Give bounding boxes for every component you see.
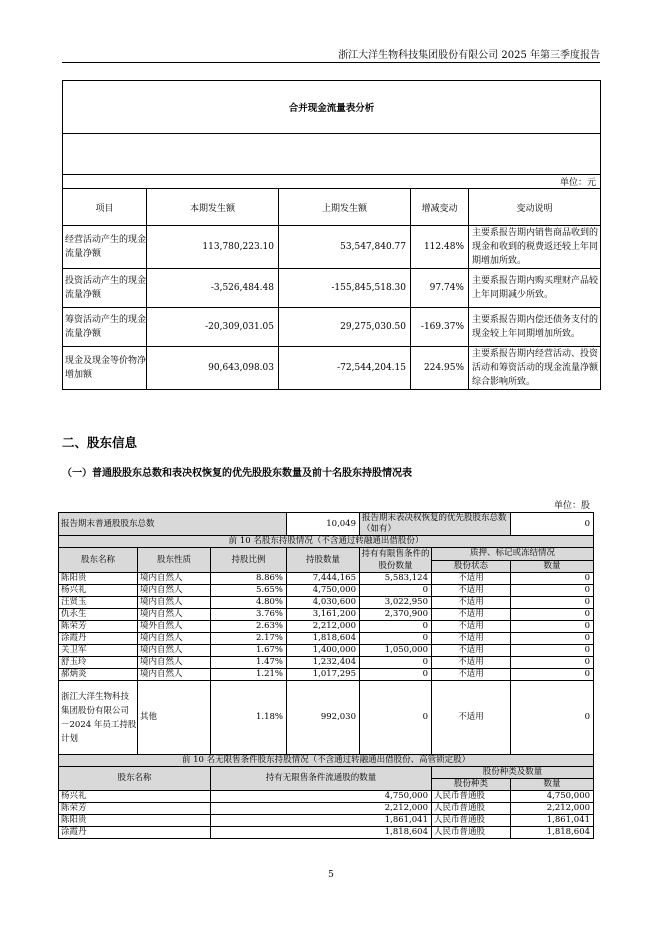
holder-qty: 1,818,604	[287, 633, 360, 645]
previous-amount: 29,275,030.50	[279, 308, 411, 347]
holder-count: 0	[511, 669, 594, 681]
holder-status: 不适用	[432, 573, 511, 585]
unrestricted-caption: 前 10 名无限售条件股东持股情况（不含通过转融通出借股份、高管锁定股）	[59, 755, 594, 767]
table-row	[59, 621, 594, 633]
change-percent: 112.48%	[411, 226, 469, 269]
subsection-title: （一）普通股股东总数和表决权恢复的优先股股东数量及前十名股东持股情况表	[62, 468, 412, 479]
col-header: 变动说明	[469, 189, 601, 226]
holder-qty: 3,161,200	[287, 609, 360, 621]
item-label: 投资活动产生的现金流量净额	[63, 269, 147, 308]
holder-ratio: 1.47%	[211, 657, 287, 669]
holder-count: 0	[511, 633, 594, 645]
holder-name: 舒玉玲	[59, 657, 138, 669]
holder-status: 不适用	[432, 585, 511, 597]
col-header: 持有无限售条件流通股的数量	[211, 767, 432, 791]
col-header: 持股数量	[287, 548, 360, 573]
holder-count: 0	[511, 609, 594, 621]
share-type: 人民币普通股	[432, 827, 511, 839]
table-row	[59, 681, 594, 755]
holder-status: 不适用	[432, 645, 511, 657]
col-header: 股东名称	[59, 767, 211, 791]
holder-restricted: 1,050,000	[360, 645, 432, 657]
col-header: 股东名称	[59, 548, 138, 573]
table-row	[59, 815, 594, 827]
holder-qty: 1,400,000	[287, 645, 360, 657]
holder-count: 0	[511, 681, 594, 755]
cashflow-unit: 单位：元	[63, 175, 601, 189]
holder-status: 不适用	[432, 657, 511, 669]
holder-name: 仇永生	[59, 609, 138, 621]
holder-restricted: 0	[360, 633, 432, 645]
holder-restricted: 0	[360, 621, 432, 633]
holder-count: 0	[511, 657, 594, 669]
share-count: 1,818,604	[511, 827, 594, 839]
holder-name: 陈阳贵	[59, 573, 138, 585]
col-header: 项目	[63, 189, 147, 226]
holder-nature: 境内自然人	[138, 585, 211, 597]
table-row	[59, 803, 594, 815]
change-note: 主要系报告期内经营活动、投资活动和筹资活动的现金流量净额综合影响所致。	[469, 347, 601, 390]
holder-restricted: 2,370,900	[360, 609, 432, 621]
change-percent: 224.95%	[411, 347, 469, 390]
holder-status: 不适用	[432, 597, 511, 609]
share-count: 4,750,000	[511, 791, 594, 803]
holder-nature: 境内自然人	[138, 573, 211, 585]
holder-status: 不适用	[432, 609, 511, 621]
cashflow-row	[63, 347, 601, 390]
page-number: 5	[328, 870, 334, 880]
holder-restricted: 0	[360, 681, 432, 755]
holder-restricted: 3,022,950	[360, 597, 432, 609]
item-label: 筹资活动产生的现金流量净额	[63, 308, 147, 347]
holder-qty: 7,444,165	[287, 573, 360, 585]
holder-name: 关卫军	[59, 645, 138, 657]
table-row	[59, 657, 594, 669]
total-holders-label: 报告期末普通股股东总数	[59, 513, 287, 536]
holder-ratio: 2.17%	[211, 633, 287, 645]
share-count: 2,212,000	[511, 803, 594, 815]
holder-restricted: 0	[360, 585, 432, 597]
holder-name: 杨兴礼	[59, 791, 211, 803]
holder-nature: 境内自然人	[138, 609, 211, 621]
holder-nature: 境内自然人	[138, 669, 211, 681]
holder-qty: 1,017,295	[287, 669, 360, 681]
holder-qty: 4,030,600	[287, 597, 360, 609]
holder-qty: 2,212,000	[287, 621, 360, 633]
holder-ratio: 4.80%	[211, 597, 287, 609]
cashflow-title: 合并现金流量表分析	[63, 81, 601, 134]
table-row	[59, 669, 594, 681]
holder-restricted: 5,583,124	[360, 573, 432, 585]
cashflow-row	[63, 269, 601, 308]
shareholders-table	[58, 512, 594, 839]
holder-name: 汪贤玉	[59, 597, 138, 609]
totals-row	[59, 513, 594, 536]
holder-name: 陈荣芳	[59, 621, 138, 633]
col-header: 持股比例	[211, 548, 287, 573]
unrestricted-qty: 4,750,000	[211, 791, 432, 803]
holder-ratio: 1.21%	[211, 669, 287, 681]
shares-unit: 单位：股	[553, 501, 590, 511]
table-row	[59, 827, 594, 839]
current-amount: 113,780,223.10	[147, 226, 279, 269]
total-holders-value: 10,049	[287, 513, 360, 536]
cashflow-row	[63, 226, 601, 269]
unrestricted-qty: 2,212,000	[211, 803, 432, 815]
holder-name: 陈阳贵	[59, 815, 211, 827]
item-label: 经营活动产生的现金流量净额	[63, 226, 147, 269]
pref-holders-label: 报告期末表决权恢复的优先股股东总数（如有）	[360, 513, 511, 536]
col-header: 数量	[511, 560, 594, 573]
holder-restricted: 0	[360, 669, 432, 681]
holder-status: 不适用	[432, 633, 511, 645]
share-count: 1,861,041	[511, 815, 594, 827]
holder-ratio: 1.18%	[211, 681, 287, 755]
col-header: 股份状态	[432, 560, 511, 573]
change-percent: 97.74%	[411, 269, 469, 308]
change-percent: -169.37%	[411, 308, 469, 347]
current-amount: -20,309,031.05	[147, 308, 279, 347]
table-row	[59, 585, 594, 597]
col-header: 质押、标记或冻结情况	[432, 548, 594, 561]
share-type: 人民币普通股	[432, 815, 511, 827]
holder-name: 涂霞丹	[59, 827, 211, 839]
cashflow-table	[62, 80, 601, 390]
col-header: 股东性质	[138, 548, 211, 573]
holder-count: 0	[511, 597, 594, 609]
holder-qty: 992,030	[287, 681, 360, 755]
table-row	[59, 645, 594, 657]
unrestricted-qty: 1,818,604	[211, 827, 432, 839]
table-row	[59, 597, 594, 609]
holder-ratio: 2.63%	[211, 621, 287, 633]
holder-nature: 境内自然人	[138, 633, 211, 645]
holder-count: 0	[511, 645, 594, 657]
holder-nature: 境内自然人	[138, 657, 211, 669]
table-row	[59, 609, 594, 621]
share-type: 人民币普通股	[432, 803, 511, 815]
holder-nature: 其他	[138, 681, 211, 755]
current-amount: -3,526,484.48	[147, 269, 279, 308]
holder-status: 不适用	[432, 621, 511, 633]
previous-amount: -155,845,518.30	[279, 269, 411, 308]
table-row	[59, 573, 594, 585]
holder-qty: 4,750,000	[287, 585, 360, 597]
table-row	[59, 633, 594, 645]
holder-status: 不适用	[432, 669, 511, 681]
holder-ratio: 8.86%	[211, 573, 287, 585]
top10-caption: 前 10 名股东持股情况（不含通过转融通出借股份）	[59, 536, 594, 548]
holder-name: 杨兴礼	[59, 585, 138, 597]
col-header: 本期发生额	[147, 189, 279, 226]
table-row	[59, 791, 594, 803]
section-title: 二、股东信息	[62, 435, 138, 450]
holder-nature: 境内自然人	[138, 645, 211, 657]
change-note: 主要系报告期内销售商品收到的现金和收到的税费返还较上年同期增加所致。	[469, 226, 601, 269]
holder-qty: 1,232,404	[287, 657, 360, 669]
col-header: 股份种类	[432, 779, 511, 791]
holder-name: 陈荣芳	[59, 803, 211, 815]
previous-amount: -72,544,204.15	[279, 347, 411, 390]
current-amount: 90,643,098.03	[147, 347, 279, 390]
col-header: 股份种类及数量	[432, 767, 594, 779]
change-note: 主要系报告期内购买理财产品较上年同期减少所致。	[469, 269, 601, 308]
change-note: 主要系报告期内偿还债务支付的现金较上年同期增加所致。	[469, 308, 601, 347]
holder-restricted: 0	[360, 657, 432, 669]
item-label: 现金及现金等价物净增加额	[63, 347, 147, 390]
holder-name: 浙江大洋生物科技集团股份有限公司－2024 年员工持股计划	[59, 681, 138, 755]
col-header: 上期发生额	[279, 189, 411, 226]
header-rule	[62, 62, 600, 63]
report-header: 浙江大洋生物科技集团股份有限公司 2025 年第三季度报告	[338, 50, 600, 61]
holder-count: 0	[511, 585, 594, 597]
holder-ratio: 1.67%	[211, 645, 287, 657]
cashflow-row	[63, 308, 601, 347]
holder-ratio: 5.65%	[211, 585, 287, 597]
holder-status: 不适用	[432, 681, 511, 755]
share-type: 人民币普通股	[432, 791, 511, 803]
holder-name: 涂霞丹	[59, 633, 138, 645]
holder-count: 0	[511, 573, 594, 585]
col-header: 增减变动	[411, 189, 469, 226]
col-header: 数量	[511, 779, 594, 791]
holder-name: 郝炳炎	[59, 669, 138, 681]
holder-nature: 境外自然人	[138, 621, 211, 633]
holder-ratio: 3.76%	[211, 609, 287, 621]
holder-count: 0	[511, 621, 594, 633]
previous-amount: 53,547,840.77	[279, 226, 411, 269]
col-header: 持有有限售条件的股份数量	[361, 549, 430, 571]
unrestricted-qty: 1,861,041	[211, 815, 432, 827]
pref-holders-value: 0	[511, 513, 594, 536]
holder-nature: 境内自然人	[138, 597, 211, 609]
